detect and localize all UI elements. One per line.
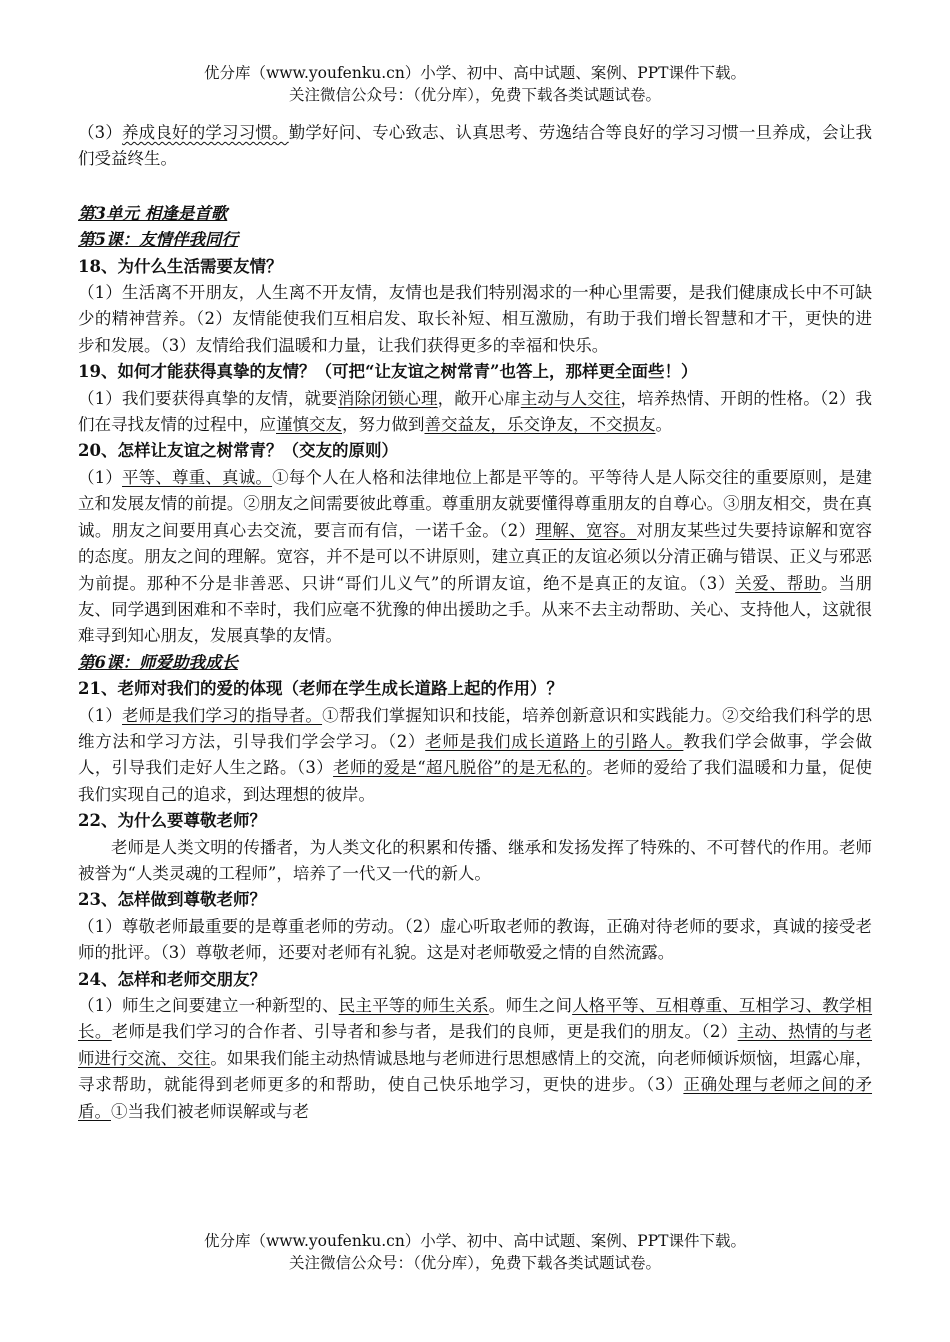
question-20-title: 20、怎样让友谊之树常青？（交友的原则） xyxy=(78,441,398,461)
question-22-title: 22、为什么要尊敬老师？ xyxy=(78,811,266,831)
question-21-answer xyxy=(78,703,872,809)
header-line-2: 关注微信公众号：（优分库），免费下载各类试题试卷。 xyxy=(288,86,661,104)
intro-paragraph xyxy=(78,120,872,173)
text: （1） xyxy=(78,705,123,725)
text: ①每个人在人格和法律地位上都是平等的。平等待人是人际交往的重要原则，是建立和发展友情的前提。②朋友之间需要彼此尊重。尊重朋友就要懂得尊重朋友的自尊心。③朋友相交，贵在真诚。朋友之间要用真心去交流，要言而有信，一诺千金。 xyxy=(78,467,873,540)
text: 。师生之间 xyxy=(488,996,573,1015)
page-footer xyxy=(0,1230,950,1274)
text: 。 xyxy=(655,415,672,435)
question-22-answer: 老师是人类文明的传播者，为人类文化的积累和传播、继承和发扬发挥了特殊的、不可替代的作用。老师被誉为“人类灵魂的工程师”，培养了一代又一代的新人。 xyxy=(78,837,872,883)
question-24-answer xyxy=(78,993,872,1125)
question-18-title: 18、为什么生活需要友情？ xyxy=(78,256,283,276)
key-point: 谨慎交友 xyxy=(276,415,342,435)
key-point: 主动与人交往 xyxy=(520,388,621,408)
key-point: 善交益友，乐交诤友，不交损友 xyxy=(424,415,656,435)
text: ，努力做到 xyxy=(342,415,425,435)
text: ①当我们被老师误解或与老 xyxy=(111,1101,309,1121)
lesson-heading: 第6课：师爱助我成长 xyxy=(78,652,238,672)
text: 勤学好问、专心致志、认真思考、劳逸结合等良好的学习习惯一旦养成，会让我们受益终生。 xyxy=(78,123,873,169)
question-20-answer xyxy=(78,465,872,650)
key-point: 民主平等的师生关系 xyxy=(338,996,489,1015)
text: （2） xyxy=(499,520,536,540)
question-19-title: 19、如何才能获得真挚的友情？（可把“让友谊之树常青”也答上，那样更全面些！） xyxy=(78,362,698,382)
unit-heading: 第3单元 相逢是首歌 xyxy=(78,203,228,223)
spacer xyxy=(78,173,872,201)
text: ，敞开心扉 xyxy=(437,388,521,408)
text: （1）我们要获得真挚的友情，就要 xyxy=(78,388,338,408)
question-21-title: 21、老师对我们的爱的体现（老师在学生成长道路上起的作用）？ xyxy=(78,679,563,699)
key-point: 主动、热情的与老师进行交流、交往 xyxy=(78,1022,873,1068)
key-point: 关爱、帮助 xyxy=(735,573,822,593)
text: （1）师生之间要建立一种新型的、 xyxy=(78,996,339,1015)
key-point: 正确处理与老师之间的矛盾。 xyxy=(78,1075,873,1121)
question-24-title: 24、怎样和老师交朋友？ xyxy=(78,969,266,989)
document-body xyxy=(78,120,872,1125)
key-point: 老师是我们成长道路上的引路人。 xyxy=(425,731,684,751)
text: （1） xyxy=(78,467,123,487)
footer-line-1: 优分库（www.youfenku.cn）小学、初中、高中试题、案例、PPT课件下载。 xyxy=(203,1232,747,1250)
text: 。如果我们能主动热情诚恳地与老师进行思想感情上的交流，向老师倾诉烦恼，坦露心扉，寻求帮助，就能得到老师更多的和帮助，使自己快乐地学习，更快的进步。（3） xyxy=(78,1048,873,1095)
text: 。老师的爱给了我们温暖和力量，促使我们实现自己的追求，到达理想的彼岸。 xyxy=(78,758,873,804)
question-18-answer: （1）生活离不开朋友，人生离不开友情，友情也是我们特别渴求的一种心里需要，是我们健康成长中不可缺少的精神营养。（2）友情能使我们互相启发、取长补短、相互激励，有助于我们增长智慧和才干，更快的进步和发展。（3）友情给我们温暖和力量，让我们获得更多的幸福和快乐。 xyxy=(78,283,872,355)
text: ，培养热情、开朗的性格。（2）我们在寻找友情的过程中，应 xyxy=(78,388,873,435)
header-line-1: 优分库（www.youfenku.cn）小学、初中、高中试题、案例、PPT课件下载。 xyxy=(203,64,747,82)
text: （3） xyxy=(78,123,123,142)
key-point: 消除闭锁心理 xyxy=(337,388,438,408)
text: 对朋友某些过失要持谅解和宽容的态度。朋友之间的理解。宽容，并不是可以不讲原则，建立真正的友谊必须以分清正确与错误、正义与邪恶为前提。那种不分是非善恶、只讲“哥们儿义气”的所谓友谊，绝不是真正的友谊。（3） xyxy=(78,520,873,593)
lesson-heading: 第5课：友情伴我同行 xyxy=(78,230,238,250)
page-header xyxy=(0,62,950,106)
key-point: 老师的爱是“超凡脱俗”的是无私的 xyxy=(333,758,587,778)
emphasis: 养成良好的学习习惯。 xyxy=(122,123,289,142)
question-23-title: 23、怎样做到尊敬老师？ xyxy=(78,890,266,910)
key-point: 老师是我们学习的指导者。 xyxy=(122,705,323,725)
question-19-answer xyxy=(78,386,872,439)
key-point: 平等、尊重、真诚。 xyxy=(122,467,273,487)
key-point: 理解、宽容。 xyxy=(535,520,637,540)
text: 老师是我们学习的合作者、引导者和参与者，是我们的良师，更是我们的朋友。（2） xyxy=(111,1022,738,1042)
key-point: 人格平等、互相尊重、互相学习、教学相长。 xyxy=(78,996,873,1042)
text: 教我们学会做事，学会做人，引导我们走好人生之路。（3） xyxy=(78,731,873,778)
text: 。当朋友、同学遇到困难和不幸时，我们应毫不犹豫的伸出援助之手。从来不去主动帮助、关心、支持他人，这就很难寻到知心朋友，发展真挚的友情。 xyxy=(78,573,873,646)
question-23-answer: （1）尊敬老师最重要的是尊重老师的劳动。（2）虚心听取老师的教诲，正确对待老师的要求，真诚的接受老师的批评。（3）尊敬老师，还要对老师有礼貌。这是对老师敬爱之情的自然流露。 xyxy=(78,916,872,963)
footer-line-2: 关注微信公众号：（优分库），免费下载各类试题试卷。 xyxy=(288,1254,661,1272)
text: ①帮我们掌握知识和技能，培养创新意识和实践能力。②交给我们科学的思维方法和学习方法，引导我们学会学习。（2） xyxy=(78,705,873,751)
